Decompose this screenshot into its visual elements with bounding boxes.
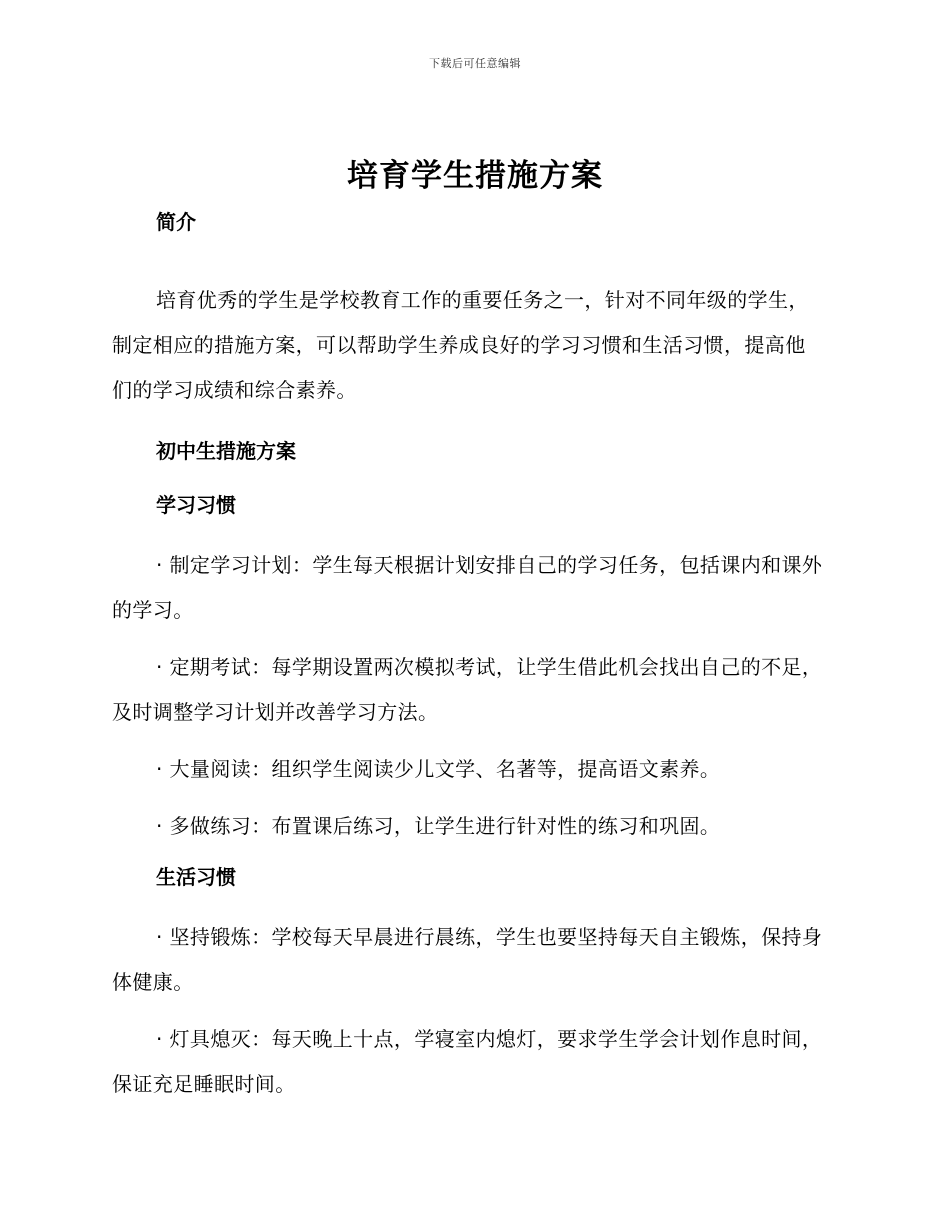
intro-paragraph: 培育优秀的学生是学校教育工作的重要任务之一，针对不同年级的学生，制定相应的措施方案，可以帮助学生养成良好的学习习惯和生活习惯，提高他们的学习成绩和综合素养。: [112, 288, 809, 402]
study-item-practice: · 多做练习：布置课后练习，让学生进行针对性的练习和巩固。: [156, 814, 721, 838]
intro-heading: 简介: [156, 210, 196, 234]
life-habits-heading: 生活习惯: [156, 865, 236, 889]
study-habits-heading: 学习习惯: [156, 493, 236, 517]
header-note: 下载后可任意编辑: [429, 57, 521, 70]
study-item-plan: · 制定学习计划：学生每天根据计划安排自己的学习任务，包括课内和课外的学习。: [112, 553, 823, 622]
life-item-exercise: · 坚持锻炼：学校每天早晨进行晨练，学生也要坚持每天自主锻炼，保持身体健康。: [112, 925, 823, 994]
life-item-lights-out: · 灯具熄灭：每天晚上十点，学寝室内熄灯，要求学生学会计划作息时间，保证充足睡眠时间。: [112, 1027, 823, 1096]
study-item-reading: · 大量阅读：组织学生阅读少儿文学、名著等，提高语文素养。: [156, 757, 721, 781]
study-item-exams: · 定期考试：每学期设置两次模拟考试，让学生借此机会找出自己的不足，及时调整学习计划并改善学习方法。: [112, 655, 823, 724]
junior-plan-heading: 初中生措施方案: [156, 439, 296, 463]
document-title: 培育学生措施方案: [347, 158, 603, 194]
document-body: [112, 206, 824, 1119]
